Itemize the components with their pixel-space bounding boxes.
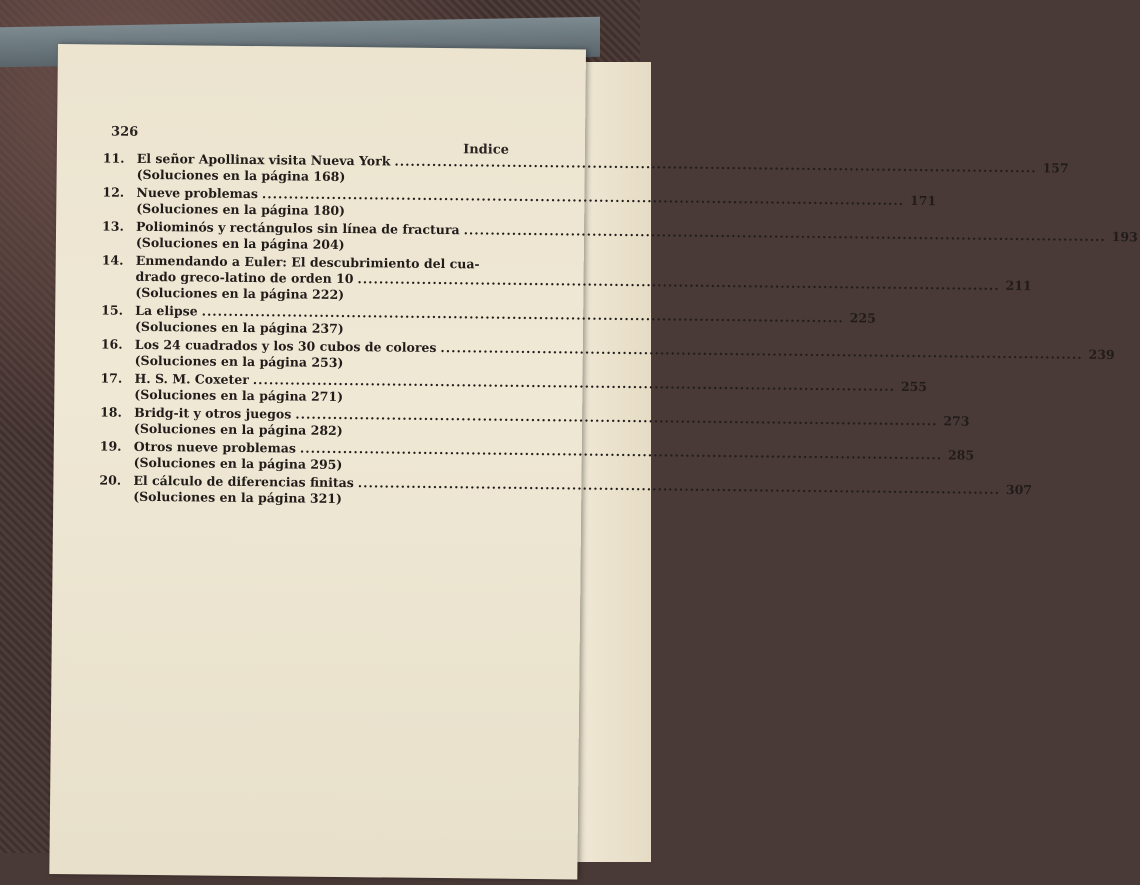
chapter-number: 11. <box>102 150 125 166</box>
chapter-page: 273 <box>943 413 970 429</box>
leader-dots: ........................................................................................................................ <box>261 186 905 208</box>
chapter-page: 171 <box>909 192 937 209</box>
chapter-title: El cálculo de diferencias finitas <box>133 472 354 491</box>
chapter-title: Los 24 cuadrados y los 30 cubos de colores <box>134 336 437 355</box>
chapter-title-line: Enmendando a Euler: El descubrimiento del cua- <box>135 252 480 272</box>
chapter-page: 193 <box>1111 229 1138 245</box>
chapter-number: 16. <box>100 336 123 352</box>
chapter-title: Nueve problemas <box>136 184 259 202</box>
chapter-number: 20. <box>99 472 122 488</box>
leader-dots: ........................................................................................................................ <box>252 372 896 394</box>
toc-entry <box>102 150 1069 186</box>
chapter-title: Bridg-it y otros juegos <box>134 404 292 422</box>
running-head: Indice <box>463 142 509 158</box>
chapter-title: Poliominós y rectángulos sin línea de fractura <box>136 218 460 238</box>
leader-dots: ........................................................................................................................ <box>295 406 938 429</box>
chapter-number: 12. <box>102 184 125 200</box>
chapter-number: 19. <box>99 438 122 454</box>
chapter-number: 17. <box>100 370 123 386</box>
solutions-reference: (Soluciones en la página 271) <box>134 386 344 405</box>
chapter-page: 225 <box>849 310 876 326</box>
leader-dots: ........................................................................................................................ <box>440 340 1083 362</box>
solutions-reference: (Soluciones en la página 222) <box>135 284 345 303</box>
chapter-title: La elipse <box>135 302 198 319</box>
chapter-title: El señor Apollinax visita Nueva York <box>136 150 391 169</box>
toc-entry <box>102 218 1138 254</box>
leader-dots: ........................................................................................................................ <box>357 475 1001 497</box>
solutions-reference: (Soluciones en la página 321) <box>133 488 343 506</box>
toc-entry <box>100 336 1115 372</box>
leader-dots: ........................................................................................................................ <box>201 303 844 326</box>
chapter-page: 211 <box>1005 277 1032 294</box>
leader-dots: ........................................................................................................................ <box>394 153 1037 176</box>
toc-entry <box>100 370 928 406</box>
chapter-number: 14. <box>101 252 124 268</box>
solutions-reference: (Soluciones en la página 253) <box>134 352 344 371</box>
toc-entry <box>102 184 937 220</box>
chapter-page: 157 <box>1042 160 1069 176</box>
solutions-reference: (Soluciones en la página 204) <box>135 234 345 253</box>
chapter-number: 13. <box>102 218 124 234</box>
toc-entry <box>99 438 975 474</box>
chapter-title: H. S. M. Coxeter <box>134 370 249 388</box>
solutions-reference: (Soluciones en la página 295) <box>133 454 343 473</box>
book-page <box>49 44 1138 879</box>
solutions-reference: (Soluciones en la página 180) <box>136 200 346 219</box>
page-number: 326 <box>111 124 139 140</box>
leader-dots: ........................................................................................................................ <box>299 440 943 463</box>
chapter-page: 307 <box>1005 481 1033 498</box>
chapter-page: 255 <box>900 378 928 395</box>
chapter-title: Otros nueve problemas <box>133 438 297 456</box>
leader-dots: ........................................................................................................................ <box>463 222 1106 244</box>
solutions-reference: (Soluciones en la página 282) <box>133 420 343 439</box>
solutions-reference: (Soluciones en la página 168) <box>136 166 346 185</box>
chapter-title: drado greco-latino de orden 10 <box>135 268 354 287</box>
toc-entry <box>100 404 970 440</box>
chapter-number: 18. <box>100 404 122 420</box>
chapter-page: 285 <box>947 447 975 463</box>
toc-entry <box>101 252 1032 304</box>
toc-entry <box>101 302 876 338</box>
solutions-reference: (Soluciones en la página 237) <box>134 318 344 337</box>
table-of-contents <box>99 150 1138 510</box>
leader-dots: ........................................................................................................................ <box>357 271 1000 293</box>
chapter-page: 239 <box>1088 346 1115 363</box>
chapter-number: 15. <box>101 302 124 318</box>
